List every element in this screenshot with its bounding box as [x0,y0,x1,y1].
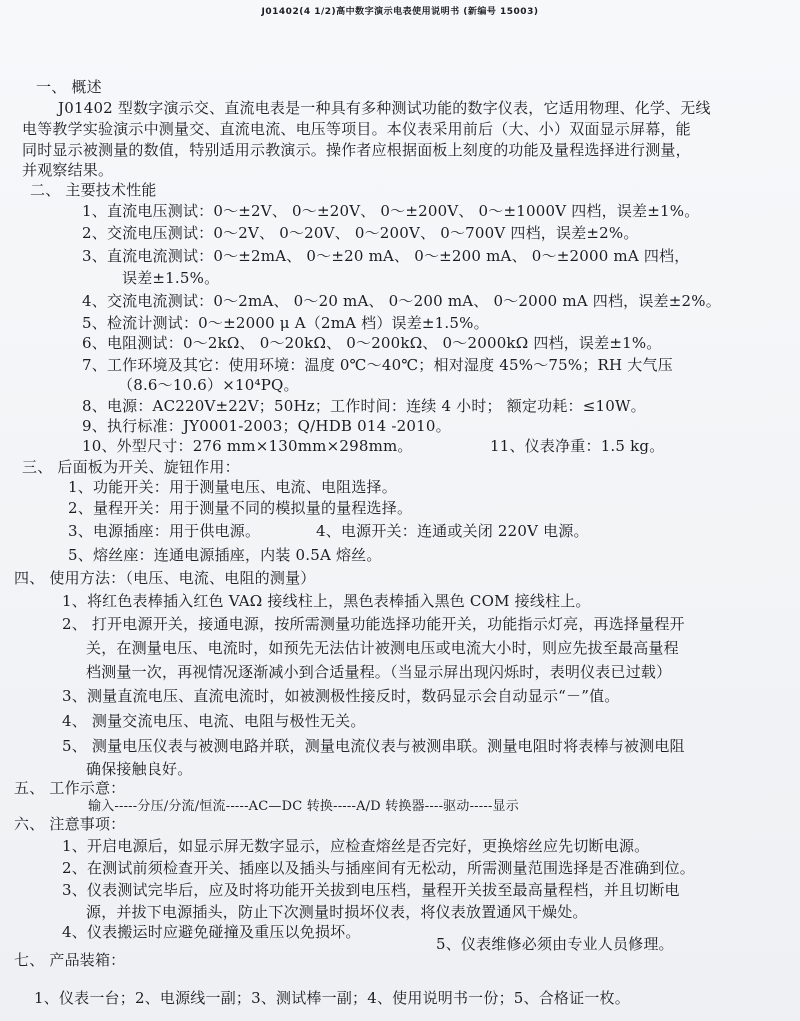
spec-item-3-cont: 误差±1.5%。 [122,269,220,287]
spec-item-3: 3、直流电流测试：0～±2mA、 0～±20 mA、 0～±200 mA、 0～±2000 mA 四档， [82,247,690,265]
usage-item-2-cont-2: 档测量一次，再视情况逐渐减小到合适量程。（当显示屏出现闪烁时，表明仪表已过载） [86,663,672,681]
section-6-heading: 六、 注意事项： [14,815,126,833]
overview-line-4: 并观察结果。 [22,161,114,179]
spec-item-5: 5、检流计测试：0～±2000 μ A（2mA 档）误差±1.5%。 [82,314,489,332]
spec-item-9: 9、执行标准：JY0001-2003；Q/HDB 014 -2010。 [82,417,451,435]
spec-item-2: 2、交流电压测试：0～2V、 0～20V、 0～200V、 0～700V 四档，误差±2%。 [82,224,639,242]
panel-item-4: 4、电源开关：连通或关闭 220V 电源。 [316,522,589,540]
panel-item-3: 3、电源插座：用于供电源。 [68,522,261,540]
section-2-heading: 二、 主要技术性能 [30,181,157,199]
usage-item-2-cont-1: 关，在测量电压、电流时，如预先无法估计被测电压或电流大小时，则应先拔至最高量程 [86,639,679,657]
usage-item-2: 2、 打开电源开关，接通电源，按所需测量功能选择功能开关，功能指示灯亮，再选择量程开 [62,615,685,633]
section-7-heading: 七、 产品装箱： [14,951,126,969]
section-3-heading: 三、 后面板为开关、旋钮作用： [22,458,240,476]
usage-item-1: 1、将红色表棒插入红色 VAΩ 接线柱上，黑色表棒插入黑色 COM 接线柱上。 [62,592,591,610]
spec-item-10: 10、外型尺寸：276 mm×130mm×298mm。 [82,437,413,455]
overview-line-3: 同时显示被测量的数值，特别适用示教演示。操作者应根据面板上刻度的功能及量程选择进行测量， [22,141,691,159]
usage-item-5-cont: 确保接触良好。 [86,760,193,778]
caution-item-5: 5、仪表维修必须由专业人员修理。 [436,935,674,953]
spec-item-7: 7、工作环境及其它：使用环境：温度 0℃～40℃；相对湿度 45%～75%；RH 大气压 [82,356,673,374]
usage-item-5: 5、 测量电压仪表与被测电路并联，测量电流仪表与被测串联。测量电阻时将表棒与被测电阻 [62,737,685,755]
package-items: 1、仪表一台；2、电源线一副；3、测试棒一副；4、使用说明书一份；5、合格证一枚。 [34,989,630,1007]
caution-item-2: 2、在测试前须检查开关、插座以及插头与插座间有无松动，所需测量范围选择是否准确到位。 [62,859,695,877]
caution-item-1: 1、开启电源后，如显示屏无数字显示，应检查熔丝是否完好，更换熔丝应先切断电源。 [62,837,650,855]
overview-line-2: 电等教学实验演示中测量交、直流电流、电压等项目。本仪表采用前后（大、小）双面显示屏幕，能 [22,120,691,138]
spec-item-8: 8、电源：AC220V±22V；50Hz；工作时间：连续 4 小时； 额定功耗：≤10W。 [82,397,646,415]
spec-item-1: 1、直流电压测试：0～±2V、 0～±20V、 0～±200V、 0～±1000V 四档，误差±1%。 [82,202,700,220]
spec-item-6: 6、电阻测试：0～2kΩ、 0～20kΩ、 0～200kΩ、 0～2000kΩ 四档，误差±1%。 [82,334,662,352]
caution-item-4: 4、仪表搬运时应避免碰撞及重压以免损坏。 [62,923,361,941]
usage-item-3: 3、测量直流电压、直流电流时，如被测极性接反时，数码显示会自动显示“－”值。 [62,687,620,705]
overview-line-1: J01402 型数字演示交、直流电表是一种具有多种测试功能的数字仪表，它适用物理、化学、无线 [58,99,711,117]
panel-item-5: 5、熔丝座：连通电源插座，内装 0.5A 熔丝。 [68,546,382,564]
spec-item-7-cont: （8.6～10.6）×10⁴PQ。 [118,376,299,394]
section-4-heading: 四、 使用方法：（电压、电流、电阻的测量） [14,569,316,587]
work-flow: 输入-----分压/分流/恒流-----AC—DC 转换-----A/D 转换器----驱动-----显示 [88,799,519,814]
caution-item-3: 3、仪表测试完毕后，应及时将功能开关拔到电压档，量程开关拔至最高量程档，并且切断电 [62,881,680,899]
caution-item-3-cont: 源，并拔下电源插头，防止下次测量时损坏仪表，将仪表放置通风干燥处。 [86,903,588,921]
panel-item-2: 2、量程开关：用于测量不同的模拟量的量程选择。 [68,499,413,517]
section-5-heading: 五、 工作示意： [14,779,126,797]
spec-item-4: 4、交流电流测试：0～2mA、 0～20 mA、 0～200 mA、 0～2000 mA 四档，误差±2%。 [82,292,721,310]
document-title: J01402(4 1/2)高中数字演示电表使用说明书 (新编号 15003) [261,7,539,17]
panel-item-1: 1、功能开关：用于测量电压、电流、电阻选择。 [68,478,397,496]
usage-item-4: 4、 测量交流电压、电流、电阻与极性无关。 [62,712,366,730]
spec-item-11: 11、仪表净重：1.5 kg。 [490,437,665,455]
section-1-heading: 一、 概述 [36,78,102,96]
